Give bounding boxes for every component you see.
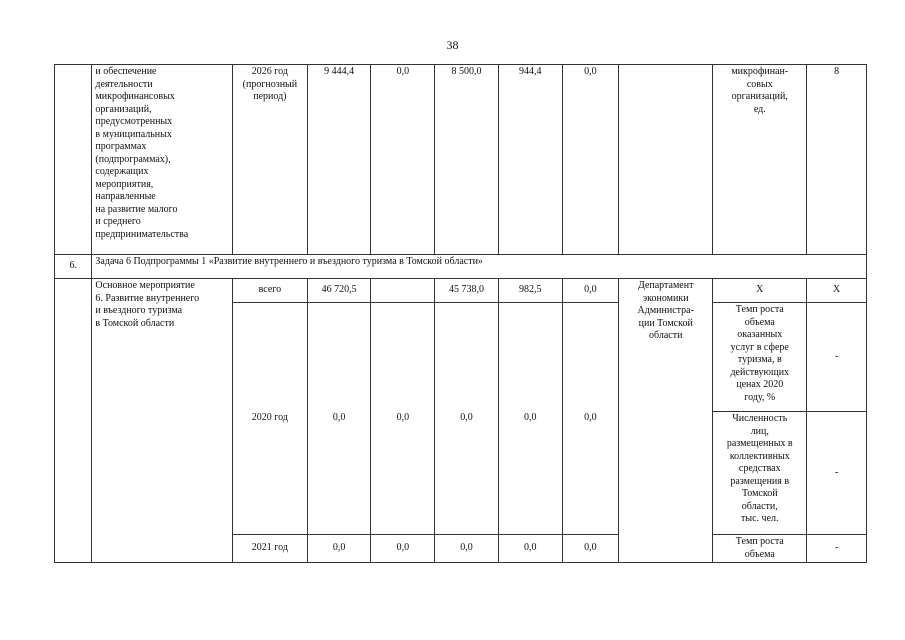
indicator-cell xyxy=(713,412,807,535)
total-cell: 0,0 xyxy=(307,535,371,563)
indicator-line: средствах xyxy=(738,463,781,474)
other-cell: 0,0 xyxy=(562,279,619,303)
table-row xyxy=(55,65,867,255)
indicator-value-cell: - xyxy=(807,412,867,535)
indicator-line: ценах 2020 xyxy=(736,379,784,390)
event-name-line: микрофинансовых xyxy=(95,91,175,102)
period-line: период) xyxy=(253,91,287,102)
indicator-line: объема xyxy=(744,548,775,560)
event-name-line: 6. Развитие внутреннего xyxy=(95,292,200,304)
federal-cell: 0,0 xyxy=(371,535,435,563)
indicator-value-cell: - xyxy=(807,303,867,412)
event-name-line: предусмотренных xyxy=(95,116,173,127)
task-title: Задача 6 Подпрограммы 1 «Развитие внутреннего и въездного туризма в Томской области» xyxy=(92,255,867,279)
regional-cell: 0,0 xyxy=(435,535,499,563)
other-cell: 0,0 xyxy=(562,303,619,535)
event-name-line: программах xyxy=(95,141,147,152)
other-cell: 0,0 xyxy=(562,535,619,563)
indicator-line: области, xyxy=(741,500,778,512)
event-name-line: и обеспечение xyxy=(95,66,157,77)
event-name-line: и среднего xyxy=(95,216,141,227)
indicator-line: туризма, в xyxy=(737,354,782,365)
federal-cell xyxy=(371,279,435,303)
event-name-line: направленные xyxy=(95,191,156,202)
table-row xyxy=(55,279,867,303)
event-name-line: мероприятия, xyxy=(95,178,154,190)
page-number: 38 xyxy=(446,38,459,52)
local-cell: 982,5 xyxy=(498,279,562,303)
event-name-line: (подпрограммах), xyxy=(95,153,171,165)
indicator-line: Темп роста xyxy=(735,304,784,315)
executor-line: области xyxy=(649,330,683,341)
event-name-line: деятельности xyxy=(95,78,153,90)
indicator-line: размещенных в xyxy=(726,438,793,449)
local-cell: 0,0 xyxy=(498,303,562,535)
period-line: (прогнозный xyxy=(242,78,298,90)
indicator-cell xyxy=(713,535,807,563)
indicator-line: оказанных xyxy=(737,329,783,340)
indicator-line: лиц, xyxy=(750,425,769,437)
period-cell: 2020 год xyxy=(232,303,307,535)
federal-cell: 0,0 xyxy=(371,65,435,255)
executor-cell xyxy=(619,65,713,255)
period-cell: 2021 год xyxy=(232,535,307,563)
row-number-cell xyxy=(55,279,92,563)
executor-line: экономики xyxy=(642,292,689,304)
event-name-line: предпринимательства xyxy=(95,228,189,240)
event-name-line: в муниципальных xyxy=(95,128,172,140)
indicator-line: Томской xyxy=(741,488,778,499)
indicator-cell: Х xyxy=(713,279,807,303)
local-cell: 0,0 xyxy=(498,535,562,563)
regional-cell: 45 738,0 xyxy=(435,279,499,303)
task-number: 6. xyxy=(55,255,92,279)
regional-cell: 8 500,0 xyxy=(435,65,499,255)
total-cell: 46 720,5 xyxy=(307,279,371,303)
indicator-value-cell: 8 xyxy=(807,65,867,255)
executor-cell xyxy=(619,279,713,563)
executor-line: Департамент xyxy=(638,280,694,291)
indicator-line: году, % xyxy=(744,391,776,403)
total-cell: 9 444,4 xyxy=(307,65,371,255)
total-cell: 0,0 xyxy=(307,303,371,535)
indicator-line: услуг в сфере xyxy=(730,341,789,353)
regional-cell: 0,0 xyxy=(435,303,499,535)
indicator-cell xyxy=(713,65,807,255)
indicator-value-cell: Х xyxy=(807,279,867,303)
event-name-line: содержащих xyxy=(95,166,149,177)
indicator-line: Численность xyxy=(732,413,788,424)
task-row xyxy=(55,255,867,279)
indicator-line: микрофинан- xyxy=(731,66,789,77)
event-name-cell xyxy=(92,65,233,255)
executor-line: ции Томской xyxy=(638,317,693,329)
event-name-cell xyxy=(92,279,233,563)
local-cell: 944,4 xyxy=(498,65,562,255)
event-name-line: в Томской области xyxy=(95,317,175,329)
indicator-line: организаций, xyxy=(731,91,788,102)
indicator-line: ед. xyxy=(753,103,766,115)
indicator-line: объема xyxy=(744,316,775,328)
federal-cell: 0,0 xyxy=(371,303,435,535)
indicator-line: коллективных xyxy=(729,450,790,462)
indicator-line: тыс. чел. xyxy=(741,513,779,524)
event-name-line: организаций, xyxy=(95,103,152,115)
period-line: 2026 год xyxy=(251,66,288,77)
row-number-cell xyxy=(55,65,92,255)
indicator-line: действующих xyxy=(730,366,790,378)
period-cell xyxy=(232,65,307,255)
indicator-value-cell: - xyxy=(807,535,867,563)
indicator-line: размещения в xyxy=(730,475,790,487)
event-name-line: на развитие малого xyxy=(95,203,178,215)
event-name-line: Основное мероприятие xyxy=(95,280,195,291)
indicator-line: Темп роста xyxy=(735,536,784,547)
period-cell: всего xyxy=(232,279,307,303)
program-table xyxy=(54,64,867,563)
executor-line: Администра- xyxy=(637,305,694,316)
event-name-line: и въездного туризма xyxy=(95,305,183,316)
other-cell: 0,0 xyxy=(562,65,619,255)
indicator-line: совых xyxy=(746,78,773,90)
indicator-cell xyxy=(713,303,807,412)
